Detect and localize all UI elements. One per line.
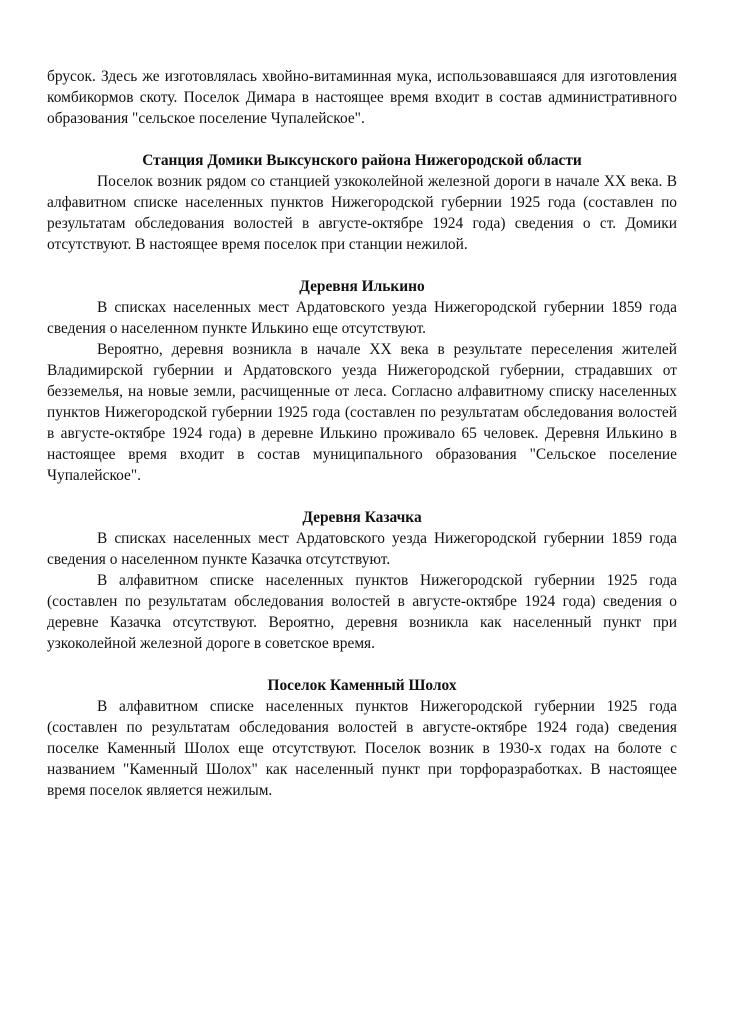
- kazachka-paragraph-1: В списках населенных мест Ардатовского уезда Нижегородской губернии 1859 года сведения о населенном пункте Казачка отсутствуют.: [47, 530, 677, 568]
- ilkino-paragraph-2: Вероятно, деревня возникла в начале XX века в результате переселения жителей Владимирской губернии и Ардатовского уезда Нижегородской губернии, страдавших от безземелья, на новые земли, расчищенные от леса. Согласно алфавитному списку населенных пунктов Нижегородской губернии 1925 года (составлен по результатам обследования волостей в августе-октябре 1924 года) в деревне Илькино проживало 65 человек. Деревня Илькино в настоящее время входит в состав муниципального образования "Сельское поселение Чупалейское".: [47, 341, 677, 484]
- section-heading-kazachka: Деревня Казачка: [302, 509, 422, 526]
- section-domiki: [47, 150, 677, 255]
- document-page: [47, 66, 677, 801]
- section-kazachka: [47, 507, 677, 654]
- kazachka-paragraph-2: В алфавитном списке населенных пунктов Нижегородской губернии 1925 года (составлен по результатам обследования волостей в августе-октябре 1924 года) сведения о деревне Казачка отсутствуют. Вероятно, деревня возникла как населенный пункт при узкоколейной железной дороге в советское время.: [47, 572, 677, 652]
- ilkino-paragraph-1: В списках населенных мест Ардатовского уезда Нижегородской губернии 1859 года сведения о населенном пункте Илькино еще отсутствуют.: [47, 299, 677, 337]
- kamenny-sholokh-paragraph-1: В алфавитном списке населенных пунктов Нижегородской губернии 1925 года (составлен по результатам обследования волостей в августе-октябре 1924 года) сведения поселке Каменный Шолох еще отсутствуют. Поселок возник в 1930-х годах на болоте с названием "Каменный Шолох" как населенный пункт при торфоразработках. В настоящее время поселок является нежилым.: [47, 698, 677, 799]
- section-heading-domiki: Станция Домики Выксунского района Нижегородской области: [142, 152, 582, 169]
- domiki-paragraph-1: Поселок возник рядом со станцией узкоколейной железной дороги в начале XX века. В алфавитном списке населенных пунктов Нижегородской губернии 1925 года (составлен по результатам обследования волостей в августе-октябре 1924 года) сведения о ст. Домики отсутствуют. В настоящее время поселок при станции нежилой.: [47, 173, 677, 253]
- section-heading-ilkino: Деревня Илькино: [299, 278, 425, 295]
- section-kamenny-sholokh: [47, 675, 677, 801]
- intro-paragraph: брусок. Здесь же изготовлялась хвойно-витаминная мука, использовавшаяся для изготовления комбикормов скоту. Поселок Димара в настоящее время входит в состав административного образования "сельское поселение Чупалейское".: [47, 68, 677, 127]
- section-heading-kamenny-sholokh: Поселок Каменный Шолох: [267, 677, 457, 694]
- section-ilkino: [47, 276, 677, 486]
